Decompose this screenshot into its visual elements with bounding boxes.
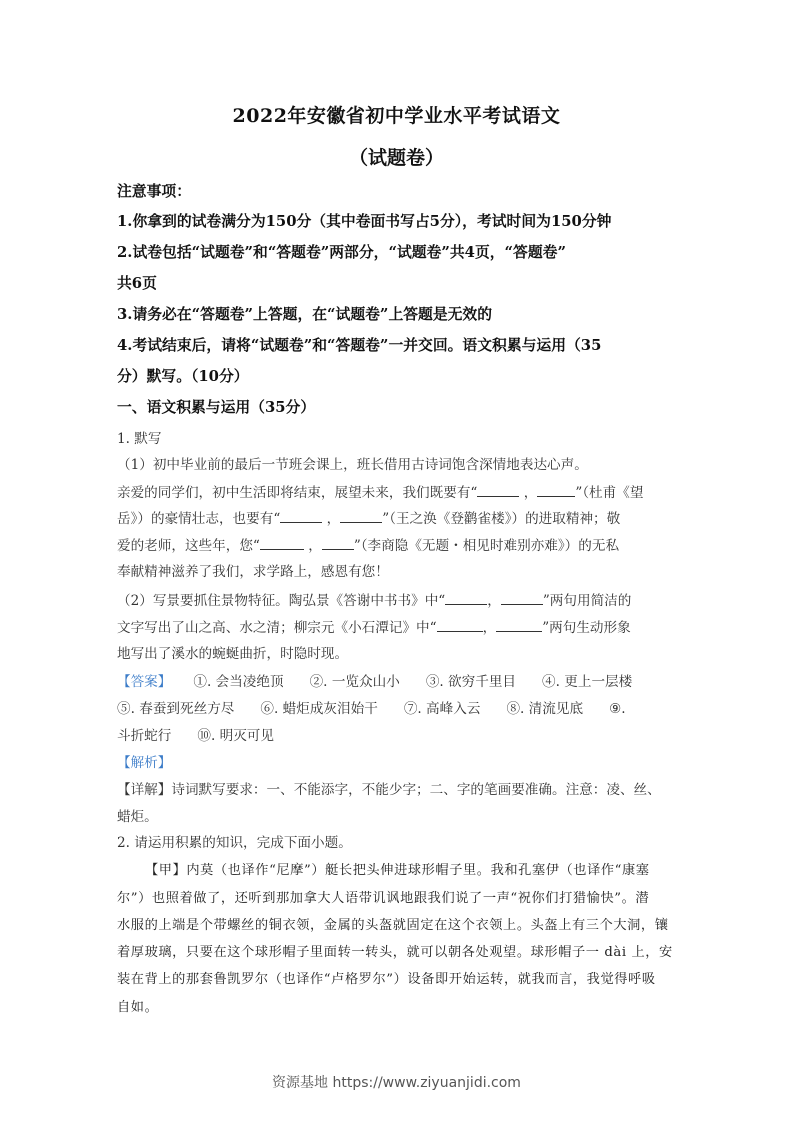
answer-item: ①. 会当凌绝顶 <box>193 674 284 690</box>
section-heading: 一、语文积累与运用（35分） <box>117 399 316 416</box>
fill-blank[interactable] <box>437 617 483 632</box>
text: ， <box>308 538 322 554</box>
note-2-cont: 共6页 <box>117 275 157 292</box>
passage-line-3: 水服的上端是个带螺丝的铜衣领，金属的头盔就固定在这个衣领上。头盔上有三个大洞，镶 <box>117 918 669 933</box>
passage-line-4: 着厚玻璃，只要在这个球形帽子里面转一转头，就可以朝各处观望。球形帽子一 dài 上，安 <box>117 945 673 960</box>
note-3: 3.请务必在“答题卷”上答题，在“试题卷”上答题是无效的 <box>117 306 493 323</box>
note-1: 1.你拿到的试卷满分为150分（其中卷面书写占5分），考试时间为150分钟 <box>117 213 612 230</box>
text: ， <box>523 485 538 501</box>
text: ”（李商隐《无题・相见时难别亦难》）的无私 <box>353 538 620 554</box>
footer-watermark: 资源基地 https://www.ziyuanjidi.com <box>272 1075 521 1091</box>
answer-label: 【答案】 <box>117 674 172 690</box>
text: 岳》）的豪情壮志，也要有“ <box>117 511 281 527</box>
q1-part2-line1 <box>117 590 677 611</box>
answer-item: ⑤. 春蚕到死丝方尽 <box>117 701 235 717</box>
q1-part1-line2 <box>117 508 677 529</box>
text: 文字写出了山之高、水之清；柳宗元《小石潭记》中“ <box>117 620 437 636</box>
answer-row-3 <box>117 726 677 746</box>
question-1-label: 1. 默写 <box>117 431 162 447</box>
text: ”（杜甫《望 <box>575 485 644 501</box>
page-title: 2022年安徽省初中学业水平考试语文 <box>232 105 561 127</box>
fill-blank[interactable] <box>496 617 542 632</box>
q1-part1-line1 <box>117 482 677 503</box>
q1-part2-line2 <box>117 617 677 638</box>
q1-part1-intro: （1）初中毕业前的最后一节班会课上，班长借用古诗词饱含深情地表达心声。 <box>117 457 588 473</box>
note-4-cont: 分）默写。（10分） <box>117 368 249 385</box>
analysis-label: 【解析】 <box>117 755 172 771</box>
text: ， <box>487 593 501 609</box>
answer-item: ⑧. 清流见底 <box>506 701 584 717</box>
fill-blank[interactable] <box>322 535 354 550</box>
page-subtitle: （试题卷） <box>348 147 444 169</box>
q1-part2-line3: 地写出了溪水的蜿蜒曲折，时隐时现。 <box>117 646 349 662</box>
fill-blank[interactable] <box>445 590 487 605</box>
answer-item: 斗折蛇行 <box>117 728 172 744</box>
fill-blank[interactable] <box>260 535 304 550</box>
answer-item: ⑨. <box>609 701 626 717</box>
text: （2）写景要抓住景物特征。陶弘景《答谢中书书》中“ <box>117 593 446 609</box>
answer-item: ④. 更上一层楼 <box>542 674 633 690</box>
text: 亲爱的同学们，初中生活即将结束，展望未来，我们既要有“ <box>117 485 478 501</box>
detail-line-2: 蜡炬。 <box>117 809 158 825</box>
q1-part1-line3 <box>117 535 677 556</box>
note-2: 2.试卷包括“试题卷”和“答题卷”两部分，“试题卷”共4页，“答题卷” <box>117 244 566 261</box>
fill-blank[interactable] <box>537 482 575 497</box>
text: ， <box>326 511 341 527</box>
passage-line-1: 【甲】内莫（也译作“尼摩”）艇长把头伸进球形帽子里。我和孔塞伊（也译作“康塞 <box>145 863 650 878</box>
detail-line-1: 【详解】诗词默写要求：一、不能添字，不能少字；二、字的笔画要准确。注意：凌、丝、 <box>117 782 661 798</box>
question-2-label: 2. 请运用积累的知识，完成下面小题。 <box>117 835 352 851</box>
answer-item: ⑥. 蜡炬成灰泪始干 <box>260 701 378 717</box>
text: ”两句生动形象 <box>542 620 631 636</box>
notes-heading: 注意事项： <box>117 183 191 200</box>
passage-line-5: 装在背上的那套鲁凯罗尔（也译作“卢格罗尔”）设备即开始运转，就我而言，我觉得呼吸 <box>117 972 656 987</box>
text: ”两句用简洁的 <box>542 593 632 609</box>
text: ”（王之涣《登鹳雀楼》）的进取精神；敬 <box>382 511 621 527</box>
text: 爱的老师，这些年，您“ <box>117 538 260 554</box>
passage-line-2: 尔”）也照着做了，还听到那加拿大人语带讥讽地跟我们说了一声“祝你们打猎愉快”。潜 <box>117 891 650 906</box>
fill-blank[interactable] <box>501 590 543 605</box>
q1-part1-line4: 奉献精神滋养了我们，求学路上，感恩有您！ <box>117 564 389 580</box>
answer-row-2 <box>117 699 677 719</box>
text: ， <box>482 620 497 636</box>
note-4: 4.考试结束后，请将“试题卷”和“答题卷”一并交回。语文积累与运用（35 <box>117 337 602 354</box>
fill-blank[interactable] <box>477 482 519 497</box>
passage-line-6: 自如。 <box>117 1000 159 1015</box>
answer-item: ③. 欲穷千里目 <box>425 674 517 690</box>
fill-blank[interactable] <box>340 508 382 523</box>
answer-item: ⑩. 明灭可见 <box>197 728 274 744</box>
answer-row-1 <box>117 672 677 692</box>
answer-item: ②. 一览众山小 <box>309 674 400 690</box>
fill-blank[interactable] <box>280 508 322 523</box>
answer-item: ⑦. 高峰入云 <box>403 701 481 717</box>
